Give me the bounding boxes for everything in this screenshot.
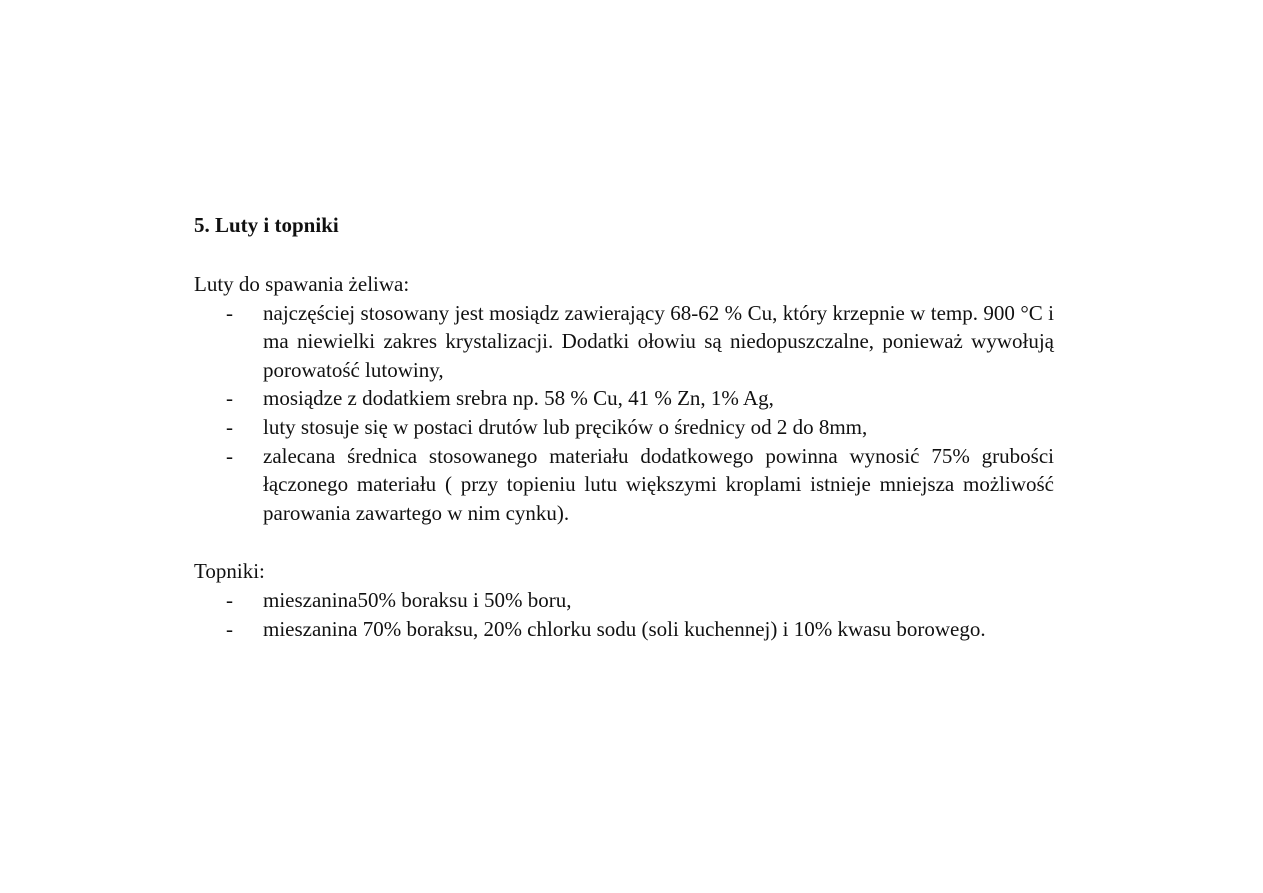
dash-bullet: -: [226, 443, 233, 468]
dash-bullet: -: [226, 587, 233, 612]
section-heading: 5. Luty i topniki: [194, 213, 339, 237]
list-item-text: mieszanina 70% boraksu, 20% chlorku sodu (soli kuchennej) i 10% kwasu borowego.: [263, 616, 986, 641]
list-item: [194, 384, 1054, 413]
list-item: [194, 413, 1054, 442]
list-item-text: mosiądze z dodatkiem srebra np. 58 % Cu, 41 % Zn, 1% Ag,: [263, 386, 774, 411]
list-item-text: najczęściej stosowany jest mosiądz zawierający 68-62 % Cu, który krzepnie w temp. 900 °C i ma niewielki zakres krystalizacji. Dodatki ołowiu są niedopuszczalne, ponieważ wywołują porowatość lutowiny,: [263, 300, 1054, 382]
list-item-text: zalecana średnica stosowanego materiału dodatkowego powinna wynosić 75% grubości łączonego materiału ( przy topieniu lutu większymi kroplami istnieje mniejsza możliwość parowania zawartego w nim cynku).: [263, 443, 1054, 525]
fluxes-label: Topniki:: [194, 559, 265, 584]
dash-bullet: -: [226, 616, 233, 641]
dash-bullet: -: [226, 414, 233, 439]
spacer: [194, 240, 1054, 270]
dash-bullet: -: [226, 386, 233, 411]
list-item: [194, 442, 1054, 528]
document-page: [194, 210, 1054, 643]
spacer: [194, 527, 1054, 557]
list-item: [194, 586, 1054, 615]
list-item-text: mieszanina50% boraksu i 50% boru,: [263, 587, 572, 612]
fluxes-list: [194, 586, 1054, 643]
dash-bullet: -: [226, 300, 233, 325]
list-item: [194, 615, 1054, 644]
list-item: [194, 299, 1054, 385]
list-item-text: luty stosuje się w postaci drutów lub pręcików o średnicy od 2 do 8mm,: [263, 414, 868, 439]
solders-label: Luty do spawania żeliwa:: [194, 272, 410, 296]
solders-list: [194, 299, 1054, 528]
